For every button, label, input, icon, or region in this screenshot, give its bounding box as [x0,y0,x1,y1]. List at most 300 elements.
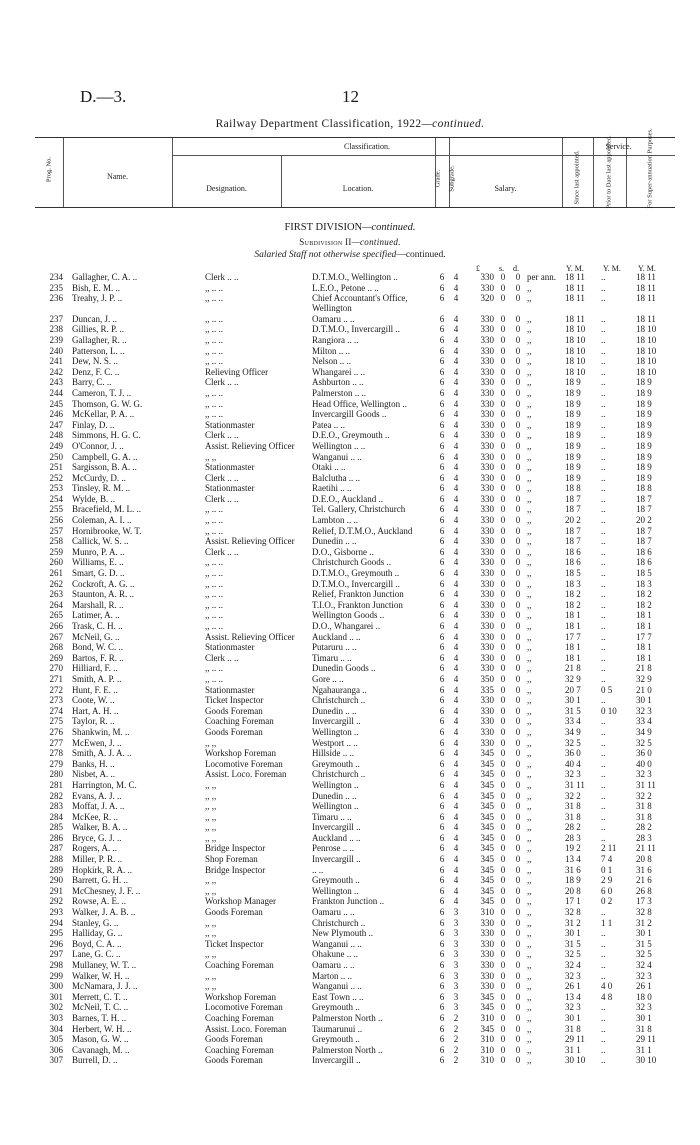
cell-location: Nelson .. .. [312,356,351,367]
cell-name: Patterson, L. .. [72,345,125,356]
table-row [0,854,700,865]
cell-prog-no: 302 [49,1002,63,1013]
cell-service-superannuation: 18 9 [636,398,652,409]
cell-name: Burrell, D. .. [72,1055,118,1066]
cell-location: Greymouth .. [312,758,360,769]
cell-grade: 6 [439,673,445,684]
cell-salary-period: ,, [527,1002,532,1013]
cell-service-superannuation: 30 1 [636,695,652,706]
cell-subgrade: 4 [453,832,459,843]
cell-location: Wanganui .. .. [312,451,362,462]
cell-grade: 6 [439,462,445,473]
staff-note [0,250,700,260]
cell-designation: ,, ,, [205,801,217,812]
cell-designation: Workshop Foreman [205,991,277,1002]
cell-location: D.E.O., Greymouth .. [312,430,390,441]
cell-service-superannuation: 18 1 [636,642,652,653]
cell-salary-pence: 0 [515,398,521,409]
cell-location: L.E.O., Petone .. .. [312,282,379,293]
cell-service-since-last: 30 1 [565,695,581,706]
cell-salary-pence: 0 [515,896,521,907]
table-row [0,706,700,717]
cell-location: Wellington .. [312,726,359,737]
cell-name: Cameron, T. J. .. [72,387,132,398]
table-row [0,504,700,515]
cell-designation: Assist. Loco. Foreman [205,1023,287,1034]
cell-salary-period: ,, [527,907,532,918]
cell-salary-pence: 0 [515,642,521,653]
table-row [0,377,700,388]
cell-service-superannuation: 31 11 [636,779,656,790]
cell-location: Dunedin .. .. [312,790,357,801]
cell-name: Barry, C. .. [72,377,112,388]
cell-salary-shillings: 0 [500,1012,506,1023]
cell-service-superannuation: 18 1 [636,610,652,621]
cell-designation: Coaching Foreman [205,960,274,970]
cell-service-prior: 4 0 [601,981,613,992]
table-row [0,632,700,643]
cell-prog-no: 260 [49,557,63,568]
cell-prog-no: 234 [49,272,63,282]
cell-salary-shillings: 0 [500,758,506,769]
table-row [0,822,700,833]
cell-salary-shillings: 0 [500,928,506,939]
unit-pence: d. [513,264,519,273]
cell-location: Raetihi .. .. [312,483,352,494]
cell-name: McChesney, J. F. .. [72,885,141,896]
cell-salary-shillings: 0 [500,282,506,293]
cell-salary-pounds: 330 [480,917,494,928]
cell-subgrade: 4 [453,875,459,886]
cell-location: Christchurch Goods .. [312,557,391,568]
cell-location: Putaruru .. .. [312,642,357,653]
cell-location: East Town .. .. [312,991,364,1002]
cell-salary-shillings: 0 [500,960,506,970]
header-prog-no: Prog. No. [45,156,53,183]
cell-location: D.E.O., Auckland .. [312,493,383,504]
cell-prog-no: 251 [49,462,63,473]
cell-subgrade: 4 [453,272,459,282]
document-reference: D.—3. [80,87,127,106]
cell-salary-pence: 0 [515,345,521,356]
cell-prog-no: 270 [49,663,63,674]
cell-salary-pence: 0 [515,737,521,748]
table-row [0,674,700,685]
cell-salary-shillings: 0 [500,1044,506,1055]
cell-service-prior: .. [601,832,606,843]
cell-subgrade: 4 [453,398,459,409]
staff-table-body [0,272,700,1066]
cell-prog-no: 255 [49,504,63,515]
cell-salary-period: ,, [527,451,532,462]
cell-salary-pounds: 330 [480,631,494,642]
cell-salary-period: ,, [527,282,532,293]
cell-salary-pounds: 310 [480,907,494,918]
cell-designation: ,, .. .. [205,324,223,335]
cell-salary-pence: 0 [515,525,521,536]
cell-service-since-last: 32 3 [565,769,581,780]
cell-location: Wellington .. .. [312,440,366,451]
cell-salary-period: ,, [527,896,532,907]
table-row [0,981,700,992]
cell-service-prior: .. [601,430,606,441]
cell-service-prior: .. [601,610,606,621]
cell-prog-no: 259 [49,546,63,557]
cell-salary-shillings: 0 [500,991,506,1002]
cell-salary-pence: 0 [515,282,521,293]
cell-location: Penrose .. .. [312,843,354,854]
cell-subgrade: 2 [453,1023,459,1034]
cell-prog-no: 261 [49,568,63,579]
header-name: Name. [106,172,129,181]
cell-grade: 6 [439,324,445,335]
table-row [0,1055,700,1066]
page-title-main: Railway Department Classification, 1922 [215,118,422,130]
cell-designation: ,, .. .. [205,282,223,293]
cell-salary-pounds: 330 [480,282,494,293]
cell-location: Auckland .. .. [312,832,361,843]
cell-designation: ,, .. .. [205,568,223,579]
cell-prog-no: 292 [49,896,63,907]
cell-service-superannuation: 32 3 [636,970,652,981]
cell-service-superannuation: 21 0 [636,684,652,695]
cell-service-prior: .. [601,589,606,600]
cell-service-superannuation: 18 9 [636,409,652,420]
cell-salary-pence: 0 [515,589,521,600]
cell-service-since-last: 20 7 [565,684,581,695]
cell-salary-pounds: 330 [480,546,494,557]
cell-subgrade: 4 [453,578,459,589]
cell-salary-shillings: 0 [500,896,506,907]
cell-service-since-last: 18 10 [565,324,586,335]
cell-salary-period: ,, [527,663,532,674]
cell-grade: 6 [439,334,445,345]
cell-service-prior: .. [601,716,606,727]
staff-note-continued: —continued. [396,250,446,260]
cell-salary-shillings: 0 [500,557,506,568]
cell-salary-pounds: 345 [480,769,494,780]
cell-salary-period: ,, [527,334,532,345]
cell-salary-pounds: 345 [480,875,494,886]
cell-salary-pounds: 345 [480,991,494,1002]
cell-service-prior: .. [601,313,606,324]
cell-prog-no: 271 [49,673,63,684]
cell-prog-no: 307 [49,1055,63,1066]
cell-service-since-last: 18 7 [565,493,581,504]
cell-service-since-last: 18 6 [565,546,581,557]
cell-service-superannuation: 32 3 [636,705,652,716]
cell-salary-period: ,, [527,928,532,939]
cell-salary-shillings: 0 [500,472,506,483]
cell-salary-shillings: 0 [500,1002,506,1013]
table-row [0,494,700,505]
cell-location: D.O., Gisborne .. [312,546,374,557]
cell-salary-period: ,, [527,557,532,568]
cell-salary-pounds: 345 [480,843,494,854]
cell-salary-shillings: 0 [500,483,506,494]
cell-subgrade: 4 [453,631,459,642]
cell-service-prior: .. [601,536,606,547]
cell-salary-pence: 0 [515,695,521,706]
cell-location: Wellington .. [312,801,359,812]
cell-name: Latimer, A. .. [72,610,120,621]
cell-salary-pence: 0 [515,769,521,780]
cell-grade: 6 [439,1023,445,1034]
cell-service-since-last: 31 5 [565,705,581,716]
cell-prog-no: 296 [49,938,63,949]
cell-service-since-last: 18 11 [565,313,585,324]
cell-name: Cockroft, A. G. .. [72,578,135,589]
cell-service-since-last: 31 1 [565,1044,581,1055]
cell-name: Banks, H. .. [72,758,115,769]
cell-designation: Ticket Inspector [205,938,264,949]
cell-service-since-last: 18 7 [565,536,581,547]
cell-location: Invercargill .. [312,1055,361,1066]
table-row [0,473,700,484]
cell-salary-shillings: 0 [500,631,506,642]
cell-prog-no: 273 [49,695,63,706]
cell-salary-pounds: 330 [480,737,494,748]
table-row [0,557,700,568]
table-row [0,610,700,621]
cell-location: Invercargill .. [312,716,361,727]
cell-prog-no: 306 [49,1044,63,1055]
cell-salary-period: ,, [527,366,532,377]
cell-name: Halliday, G. .. [72,928,123,939]
cell-location: Greymouth .. [312,875,360,886]
cell-salary-pounds: 320 [480,293,494,304]
table-row [0,409,700,420]
cell-salary-shillings: 0 [500,515,506,526]
cell-prog-no: 305 [49,1034,63,1045]
cell-service-prior: .. [601,960,606,970]
cell-grade: 6 [439,557,445,568]
cell-salary-period: ,, [527,885,532,896]
cell-service-prior: .. [601,790,606,801]
cell-salary-pence: 0 [515,440,521,451]
cell-salary-pence: 0 [515,1034,521,1045]
cell-service-prior: .. [601,907,606,918]
cell-salary-period: ,, [527,652,532,663]
cell-designation: Coaching Foreman [205,1012,274,1023]
cell-salary-pounds: 330 [480,345,494,356]
cell-service-since-last: 32 5 [565,737,581,748]
cell-subgrade: 4 [453,705,459,716]
cell-salary-pounds: 345 [480,832,494,843]
table-row [0,801,700,812]
cell-name: Hopkirk, R. A. .. [72,864,133,875]
cell-salary-pounds: 310 [480,1012,494,1023]
cell-salary-period: ,, [527,769,532,780]
table-row [0,283,700,294]
cell-service-superannuation: 32 3 [636,1002,652,1013]
division-continued: —continued. [362,222,416,233]
cell-location: Gore .. .. [312,673,344,684]
cell-salary-pence: 0 [515,451,521,462]
cell-location: Chief Accountant's Office, Wellington [312,293,408,314]
cell-service-superannuation: 26 8 [636,885,652,896]
table-row [0,399,700,410]
cell-grade: 6 [439,387,445,398]
cell-prog-no: 245 [49,398,63,409]
cell-subgrade: 4 [453,462,459,473]
cell-designation: Goods Foreman [205,907,263,918]
cell-service-prior: .. [601,779,606,790]
cell-service-prior: .. [601,568,606,579]
cell-name: Mullaney, W. T. .. [72,960,137,970]
cell-subgrade: 4 [453,769,459,780]
table-row [0,335,700,346]
cell-service-superannuation: 31 6 [636,864,652,875]
cell-salary-pounds: 330 [480,949,494,960]
cell-location: D.T.M.O., Greymouth .. [312,568,400,579]
cell-service-since-last: 18 2 [565,589,581,600]
cell-salary-shillings: 0 [500,673,506,684]
cell-subgrade: 4 [453,356,459,367]
cell-salary-pounds: 330 [480,451,494,462]
cell-designation: ,, ,, [205,885,217,896]
cell-name: Williams, E. .. [72,557,124,568]
cell-salary-shillings: 0 [500,716,506,727]
cell-service-prior: .. [601,366,606,377]
table-row [0,833,700,844]
cell-service-since-last: 18 5 [565,568,581,579]
cell-designation: ,, .. .. [205,345,223,356]
cell-service-prior: .. [601,621,606,631]
cell-service-prior: .. [601,1012,606,1023]
cell-salary-pence: 0 [515,1012,521,1023]
cell-location: Christchurch .. [312,769,366,780]
cell-name: Gallagher, R. .. [72,334,127,345]
cell-designation: ,, .. .. [205,610,223,621]
cell-service-since-last: 18 8 [565,483,581,494]
cell-salary-pounds: 330 [480,695,494,706]
cell-service-prior: .. [601,748,606,759]
cell-salary-pounds: 310 [480,1044,494,1055]
cell-salary-period: ,, [527,377,532,388]
cell-location: Ashburton .. .. [312,377,364,388]
cell-service-superannuation: 18 1 [636,652,652,663]
header-superannuation: For Super-annuation Purposes. [646,128,654,209]
cell-grade: 6 [439,981,445,992]
cell-salary-shillings: 0 [500,334,506,345]
cell-service-since-last: 21 8 [565,663,581,674]
cell-service-since-last: 31 5 [565,938,581,949]
cell-grade: 6 [439,345,445,356]
cell-designation: ,, .. .. [205,557,223,568]
cell-salary-pence: 0 [515,663,521,674]
unit-years-months-2: Y. M. [603,264,621,273]
cell-designation: ,, ,, [205,981,217,992]
cell-salary-pence: 0 [515,462,521,473]
cell-subgrade: 4 [453,546,459,557]
cell-salary-period: ,, [527,589,532,600]
cell-name: Bracefield, M. L. .. [72,504,141,515]
cell-service-superannuation: 18 2 [636,589,652,600]
cell-salary-period: ,, [527,705,532,716]
cell-salary-shillings: 0 [500,525,506,536]
cell-name: McKee, R. .. [72,811,118,822]
cell-service-superannuation: 21 6 [636,875,652,886]
cell-service-prior: .. [601,472,606,483]
cell-salary-pounds: 330 [480,705,494,716]
cell-service-superannuation: 21 8 [636,663,652,674]
cell-salary-pounds: 330 [480,726,494,737]
cell-service-since-last: 18 6 [565,557,581,568]
cell-subgrade: 4 [453,790,459,801]
cell-salary-period: ,, [527,493,532,504]
cell-prog-no: 284 [49,811,63,822]
division-heading [0,222,700,233]
cell-salary-pence: 0 [515,621,521,631]
cell-salary-pounds: 345 [480,811,494,822]
cell-prog-no: 240 [49,345,63,356]
cell-salary-period: ,, [527,673,532,684]
table-row [0,663,700,674]
header-prior-to: Prior to Date last appointed. [605,135,613,209]
cell-salary-period: ,, [527,991,532,1002]
cell-prog-no: 283 [49,801,63,812]
cell-grade: 6 [439,832,445,843]
cell-service-superannuation: 31 8 [636,801,652,812]
header-designation: Designation. [206,184,247,193]
cell-designation: Workshop Foreman [205,748,277,759]
cell-service-since-last: 19 2 [565,843,581,854]
cell-prog-no: 256 [49,515,63,526]
cell-salary-period: ,, [527,758,532,769]
cell-service-superannuation: 29 11 [636,1034,656,1045]
cell-name: Smart, G. D. .. [72,568,125,579]
cell-grade: 6 [439,621,445,631]
cell-subgrade: 4 [453,324,459,335]
cell-salary-shillings: 0 [500,938,506,949]
table-row [0,324,700,335]
cell-subgrade: 4 [453,896,459,907]
cell-service-since-last: 13 4 [565,991,581,1002]
cell-name: McCurdy, D. .. [72,472,126,483]
cell-grade: 6 [439,970,445,981]
cell-salary-period: ,, [527,981,532,992]
cell-subgrade: 4 [453,366,459,377]
cell-salary-period: ,, [527,779,532,790]
cell-grade: 6 [439,705,445,716]
cell-service-since-last: 18 11 [565,282,585,293]
cell-salary-shillings: 0 [500,875,506,886]
cell-name: Smith, A. J. A. .. [72,748,132,759]
cell-salary-shillings: 0 [500,398,506,409]
cell-salary-pence: 0 [515,1023,521,1034]
cell-salary-shillings: 0 [500,832,506,843]
table-row [0,1002,700,1013]
cell-location: New Plymouth .. [312,928,374,939]
cell-grade: 6 [439,917,445,928]
table-row [0,918,700,929]
cell-name: Simmons, H. G. C. [72,430,141,441]
cell-salary-shillings: 0 [500,293,506,304]
cell-location: Head Office, Wellington .. [312,398,407,409]
cell-location: Milton .. .. [312,345,351,356]
cell-designation: Clerk .. .. [205,472,239,483]
cell-subgrade: 4 [453,568,459,579]
cell-name: Dew, N. S. .. [72,356,118,367]
table-row [0,462,700,473]
cell-name: McNeil, G. .. [72,631,120,642]
cell-subgrade: 4 [453,515,459,526]
cell-service-prior: .. [601,695,606,706]
cell-service-prior: .. [601,525,606,536]
cell-service-prior: .. [601,483,606,494]
cell-name: Gillies, R. P. .. [72,324,125,335]
